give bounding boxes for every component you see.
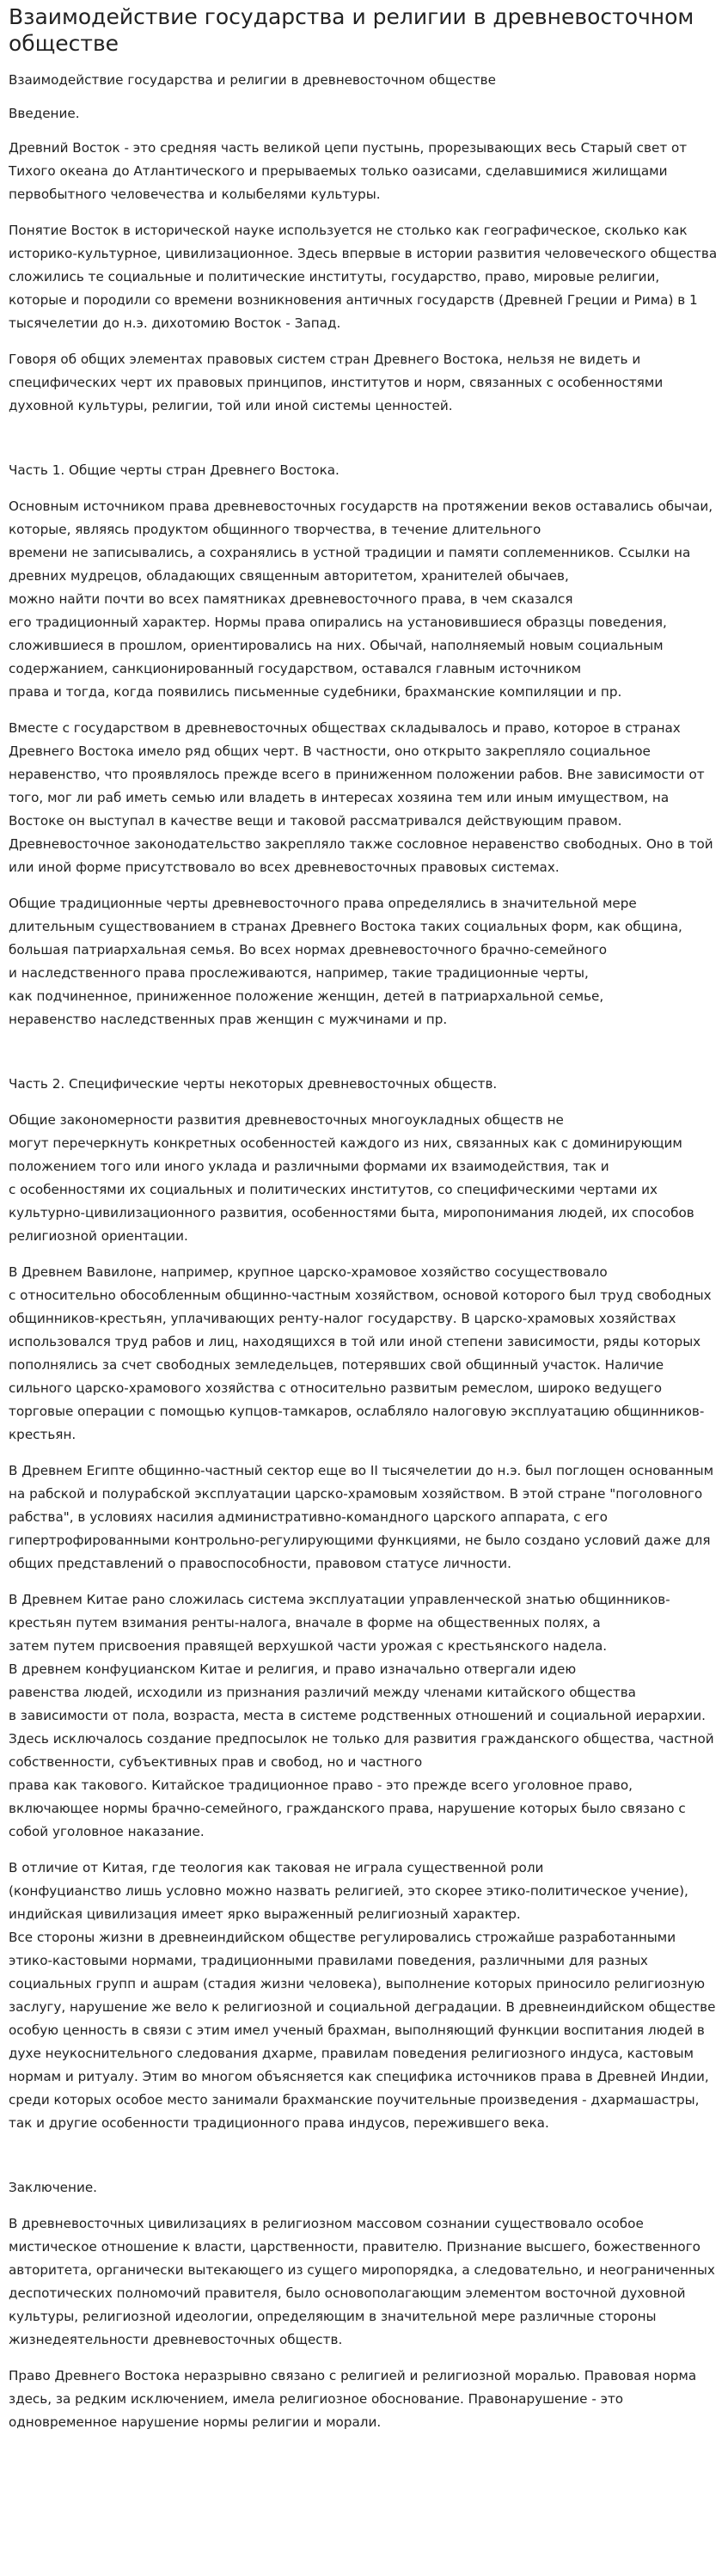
- part2-paragraph: В Древнем Вавилоне, например, крупное царско-храмовое хозяйство сосуществовало с относительно обособленным общинно-частным хозяйством, основой которого был труд свободных общинников-крестьян, уплачивающих ренту-налог государству. В царско-храмовых хозяйствах использовался труд рабов и лиц, находящихся в той или иной степени зависимости, ряды которых пополнялись за счет свободных земледельцев, потерявших свой общинный участок. Наличие сильного царско-храмового хозяйства с относительно развитым ремеслом, широко ведущего торговые операции с помощью купцов-тамкаров, ослабляло налоговую эксплуатацию общинников-крестьян.: [9, 1264, 712, 1442]
- conclusion-paragraph: В древневосточных цивилизациях в религиозном массовом сознании существовало особое мистическое отношение к власти, царственности, правителю. Признание высшего, божественного авторитета, органически вытекающего из сущего миропорядка, а следовательно, и неограниченных деспотических полномочий правителя, было основополагающим элементом восточной духовной культуры, религиозной идеологии, определяющим в значительной мере различные стороны жизнедеятельности древневосточных обществ.: [9, 2216, 715, 2347]
- part2-paragraph: В Древнем Китае рано сложилась система эксплуатации управленческой знатью общинников-крестьян путем взимания ренты-налога, вначале в форме на общественных полях, а затем путем присвоения правящей верхушкой части урожая с крестьянского надела. В древнем конфуцианском Китае и религия, и право изначально отвергали идею равенства людей, исходили из признания различий между членами китайского общества в зависимости от пола, возраста, места в системе родственных отношений и социальной иерархии. Здесь исключалось создание предпосылок не только для развития гражданского общества, частной собственности, субъективных прав и свобод, но и частного права как такового. Китайское традиционное право - это прежде всего уголовное право, включающее нормы брачно-семейного, гражданского права, нарушение которых было связано с собой уголовное наказание.: [9, 1592, 714, 1839]
- part1-paragraph: Общие традиционные черты древневосточного права определялись в значительной мере длительным существованием в странах Древнего Востока таких социальных форм, как община, большая патриархальная семья. Во всех нормах древневосточного брачно-семейного и наследственного права прослеживаются, например, такие традиционные черты, как подчиненное, приниженное положение женщин, детей в патриархальной семье, неравенство наследственных прав женщин с мужчинами и пр.: [9, 896, 682, 1027]
- page-title: Взаимодействие государства и религии в древневосточном обществе: [9, 4, 694, 56]
- intro-paragraph: Древний Восток - это средняя часть великой цепи пустынь, прорезывающих весь Старый свет от Тихого океана до Атлантического и прерываемых только оазисами, сделавшимися жилищами первобытного человечества и колыбелями культуры.: [9, 140, 688, 202]
- intro-paragraph: Понятие Восток в исторической науке используется не столько как географическое, сколько как историко-культурное, цивилизационное. Здесь впервые в истории развития человеческого общества сложились те социальные и политические институты, государство, право, мировые религии, которые и породили со времени возникновения античных государств (Древней Греции и Рима) в 1 тысячелетии до н.э. дихотомию Восток - Запад.: [9, 223, 718, 331]
- part2-heading: Часть 2. Специфические черты некоторых древневосточных обществ.: [9, 1076, 498, 1092]
- intro-paragraph: Говоря об общих элементах правовых систем стран Древнего Востока, нельзя не видеть и специфических черт их правовых принципов, институтов и норм, связанных с особенностями духовной культуры, религии, той или иной системы ценностей.: [9, 352, 664, 413]
- document-subtitle: Взаимодействие государства и религии в древневосточном обществе: [9, 72, 496, 88]
- part2-paragraph: В отличие от Китая, где теология как таковая не играла существенной роли (конфуцианство лишь условно можно назвать религией, это скорее этико-политическое учение), индийская цивилизация имеет ярко выраженный религиозный характер. Все стороны жизни в древнеиндийском обществе регулировались строжайше разработанными этико-кастовыми нормами, традиционными правилами поведения, различными для разных социальных групп и ашрам (стадия жизни человека), выполнение которых приносило религиозную заслугу, нарушение же вело к религиозной и социальной деградации. В древнеиндийском обществе особую ценность в связи с этим имел ученый брахман, выполняющий функции воспитания людей в духе неукоснительного следования дхарме, правилам поведения религиозного индуса, кастовым нормам и ритуалу. Этим во многом объясняется как специфика источников права в Древней Индии, среди которых особое место занимали брахманские поучительные произведения - дхармашастры, так и другие особенности традиционного права индусов, пережившего века.: [9, 1860, 716, 2131]
- part2-paragraph: В Древнем Египте общинно-частный сектор еще во II тысячелетии до н.э. был поглощен основанным на рабской и полурабской эксплуатации царско-храмовым хозяйством. В этой стране "поголовного рабства", в условиях насилия административно-командного царского аппарата, с его гипертрофированными контрольно-регулирующими функциями, не было создано условий даже для общих представлений о правоспособности, правовом статусе личности.: [9, 1463, 714, 1571]
- conclusion-heading: Заключение.: [9, 2180, 97, 2195]
- part1-paragraph: Основным источником права древневосточных государств на протяжении веков оставались обычаи, которые, являясь продуктом общинного творчества, в течение длительного времени не записывались, а сохранялись в устной традиции и памяти соплеменников. Ссылки на древних мудрецов, обладающих священным авторитетом, хранителей обычаев, можно найти почти во всех памятниках древневосточного права, в чем сказался его традиционный характер. Нормы права опирались на установившиеся образцы поведения, сложившиеся в прошлом, ориентировались на них. Обычай, наполняемый новым социальным содержанием, санкционированный государством, оставался главным источником права и тогда, когда появились письменные судебники, брахманские компиляции и пр.: [9, 499, 713, 700]
- conclusion-paragraph: Право Древнего Востока неразрывно связано с религией и религиозной моралью. Правовая норма здесь, за редким исключением, имела религиозное обоснование. Правонарушение - это одновременное нарушение нормы религии и морали.: [9, 2368, 697, 2430]
- part2-paragraph: Общие закономерности развития древневосточных многоукладных обществ не могут перечеркнуть конкретных особенностей каждого из них, связанных как с доминирующим положением того или иного уклада и различными формами их взаимодействия, так и с особенностями их социальных и политических институтов, со специфическими чертами их культурно-цивилизационного развития, особенностями быта, миропонимания людей, их способов религиозной ориентации.: [9, 1112, 694, 1244]
- part1-paragraph: Вместе с государством в древневосточных обществах складывалось и право, которое в странах Древнего Востока имело ряд общих черт. В частности, оно открыто закрепляло социальное неравенство, что проявлялось прежде всего в приниженном положении рабов. Вне зависимости от того, мог ли раб иметь семью или владеть в интересах хозяина тем или иным имуществом, на Востоке он выступал в качестве вещи и таковой рассматривался действующим правом. Древневосточное законодательство закрепляло также сословное неравенство свободных. Оно в той или иной форме присутствовало во всех древневосточных правовых системах.: [9, 720, 713, 875]
- intro-heading: Введение.: [9, 106, 80, 121]
- part1-heading: Часть 1. Общие черты стран Древнего Востока.: [9, 462, 340, 478]
